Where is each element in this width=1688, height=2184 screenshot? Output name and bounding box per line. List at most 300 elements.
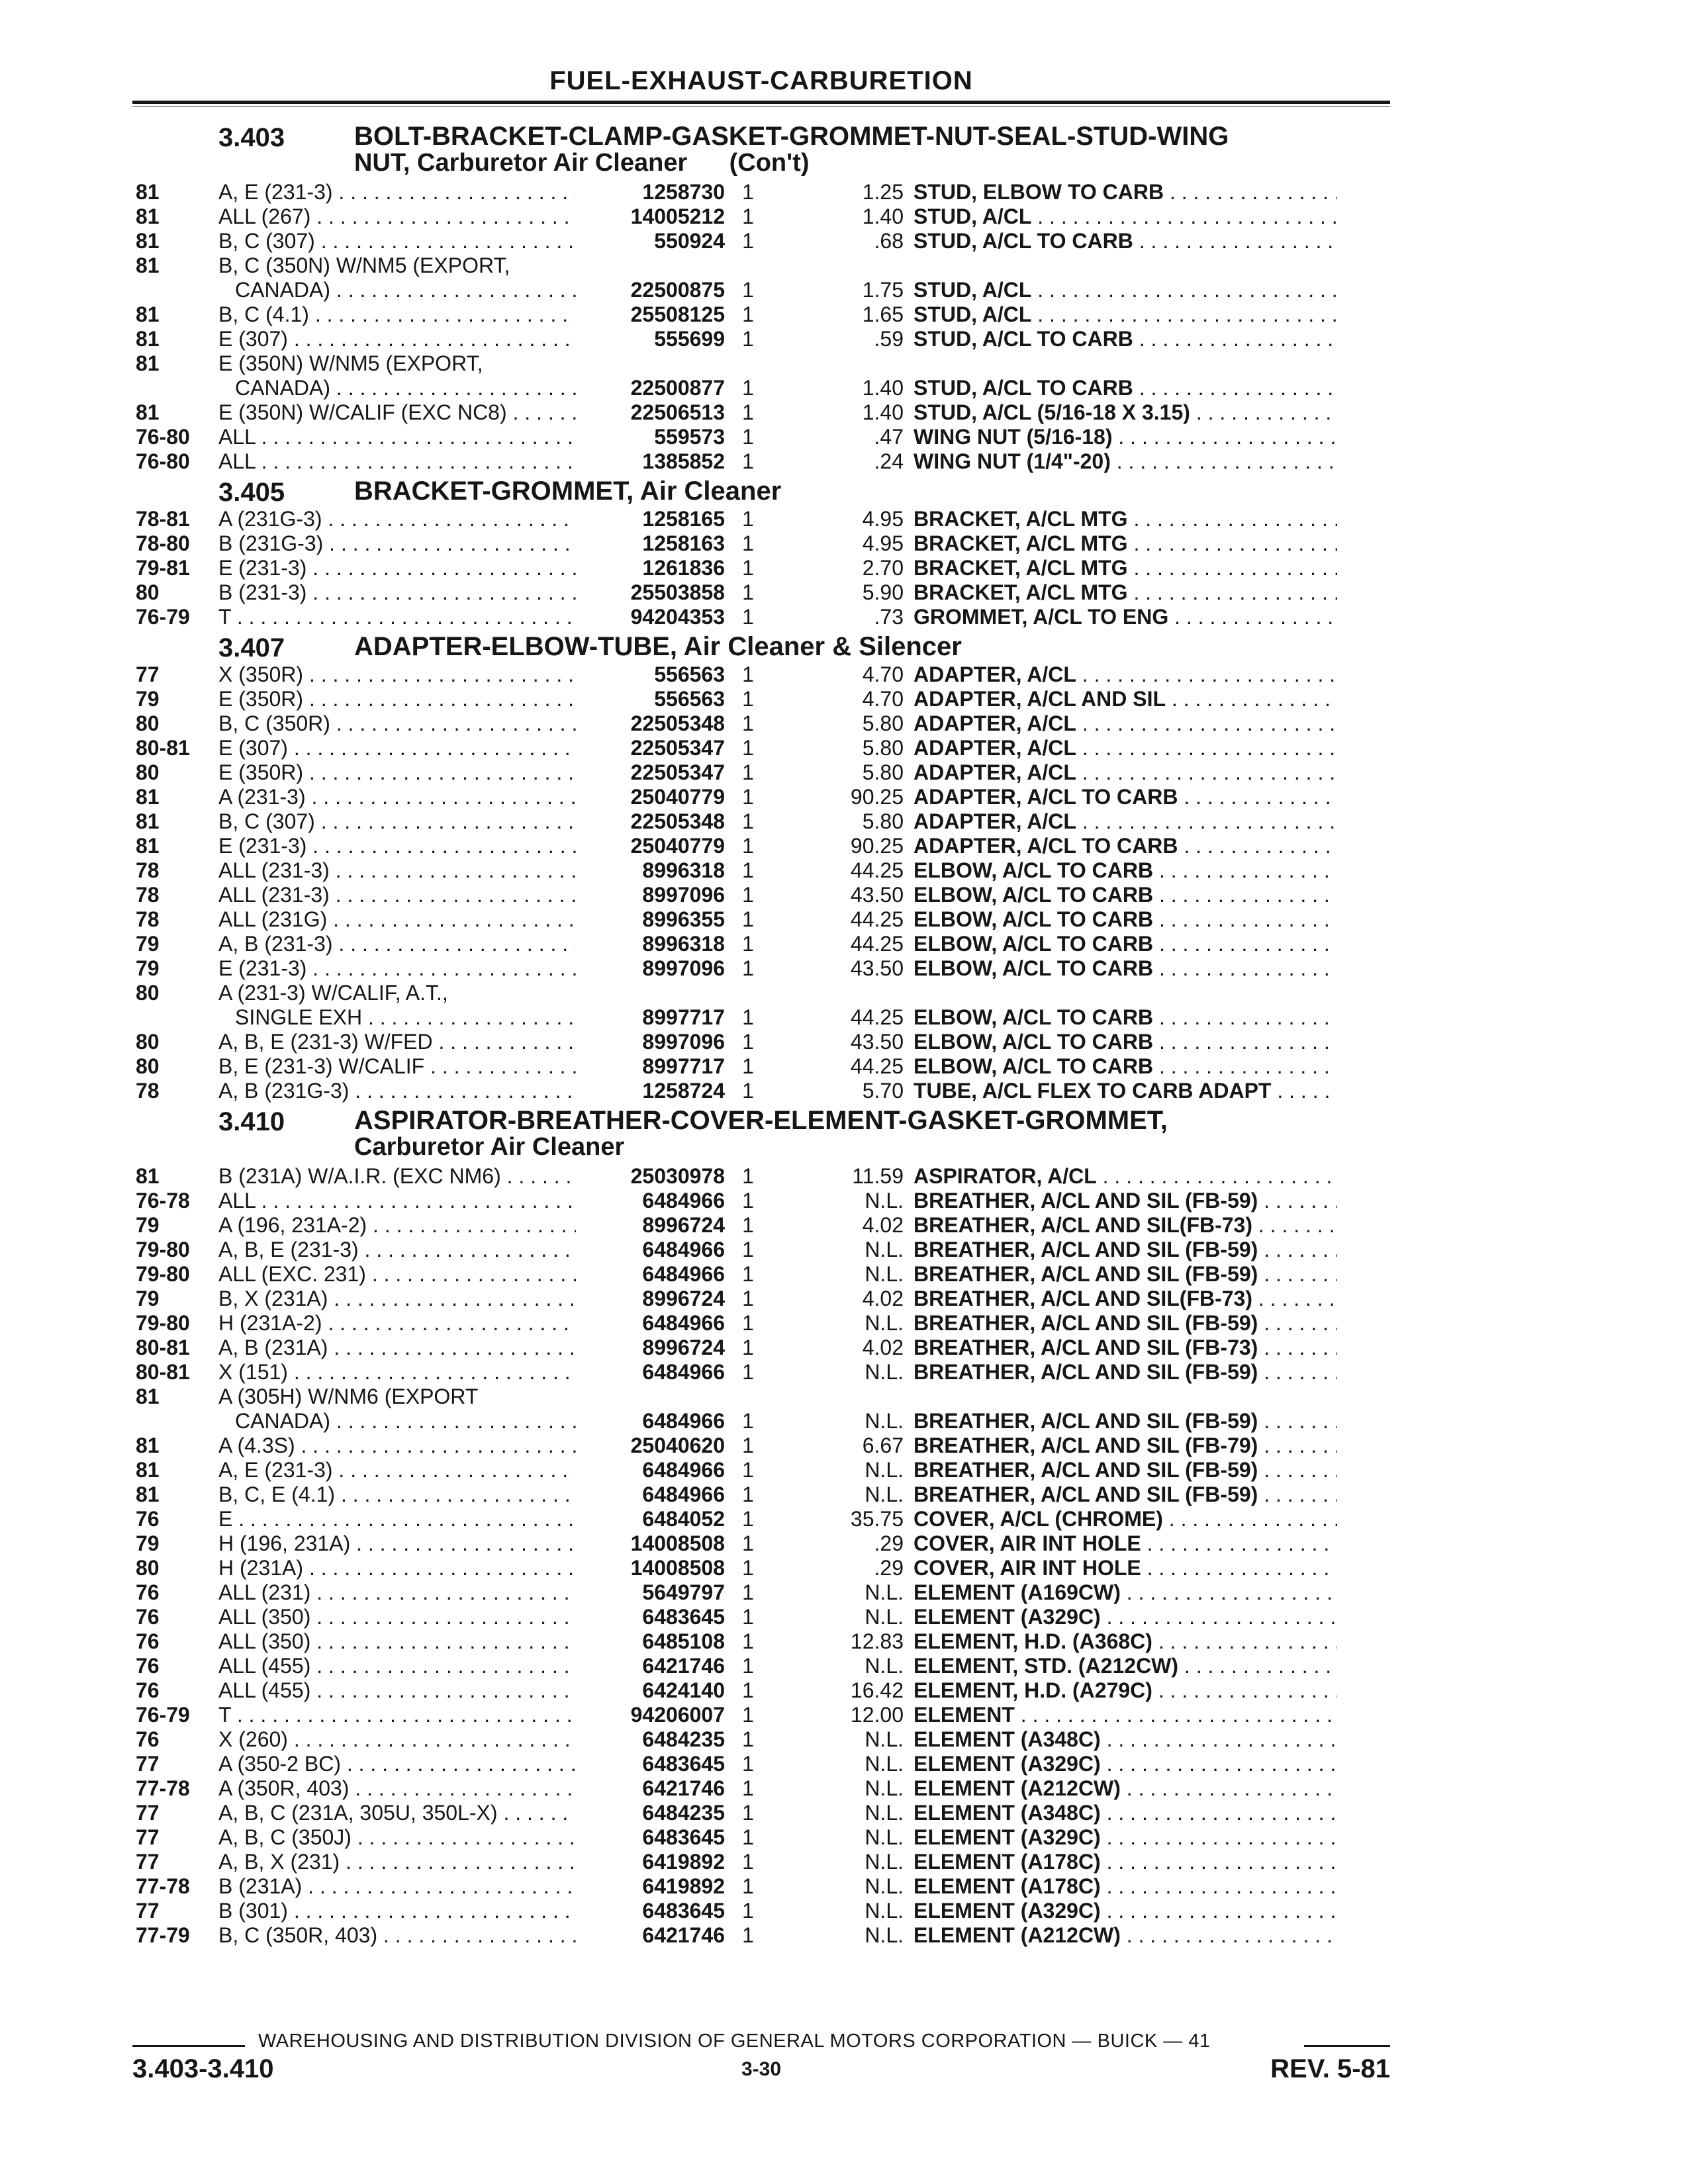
quantity-cell: 1: [742, 1654, 754, 1678]
part-number-cell: 94204353: [630, 605, 725, 629]
year-cell: 81: [136, 809, 160, 833]
application-cell: T . . .: [218, 605, 576, 629]
description-cell: STUD, A/CL . . .: [914, 278, 1337, 302]
application-cell: A (350-2 BC) . . .: [218, 1752, 576, 1776]
quantity-cell: 1: [742, 605, 754, 629]
part-number-cell: 6485108: [642, 1629, 725, 1653]
year-cell: 80-81: [136, 1336, 190, 1359]
part-number-cell: 25503858: [630, 580, 725, 604]
section-title: ADAPTER-ELBOW-TUBE, Air Cleaner & Silencer: [354, 632, 962, 661]
table-row: [136, 1654, 1397, 1678]
description-cell: ELBOW, A/CL TO CARB . . .: [914, 1054, 1337, 1079]
year-cell: 80-81: [136, 736, 190, 760]
description-cell: BREATHER, A/CL AND SIL(FB-73) . . .: [914, 1287, 1337, 1311]
year-cell: 81: [136, 1385, 160, 1408]
year-cell: 77-78: [136, 1776, 190, 1800]
quantity-cell: 1: [742, 1923, 754, 1947]
application-cell: H (196, 231A) . . .: [218, 1531, 576, 1556]
price-cell: 5.80: [862, 736, 904, 760]
part-number-cell: 6484966: [642, 1311, 725, 1335]
description-cell: ELEMENT, H.D. (A368C) . . .: [914, 1629, 1337, 1654]
description-cell: ELEMENT (A212CW) . . .: [914, 1776, 1337, 1801]
application-cell-continued: CANADA) . . .: [235, 278, 576, 302]
table-row: [136, 1850, 1397, 1874]
price-cell: 12.00: [850, 1703, 904, 1727]
quantity-cell: 1: [742, 1874, 754, 1898]
year-cell: 80: [136, 1556, 160, 1580]
description-cell: STUD, ELBOW TO CARB . . .: [914, 180, 1337, 205]
part-number-cell: 6484966: [642, 1360, 725, 1384]
part-number-cell: 25030978: [630, 1164, 725, 1188]
application-cell: A, B, C (231A, 305U, 350L-X) . . .: [218, 1801, 576, 1825]
table-row: [136, 205, 1397, 229]
application-cell: E (350R) . . .: [218, 687, 576, 711]
application-cell: B (231A) . . .: [218, 1874, 576, 1899]
quantity-cell: 1: [742, 956, 754, 980]
description-cell: ELEMENT (A329C) . . .: [914, 1752, 1337, 1776]
year-cell: 81: [136, 400, 160, 424]
year-cell: 76-80: [136, 425, 190, 449]
price-cell: N.L.: [865, 1238, 904, 1261]
application-cell: ALL (350) . . .: [218, 1629, 576, 1654]
application-cell: E (350R) . . .: [218, 760, 576, 785]
quantity-cell: 1: [742, 1213, 754, 1237]
quantity-cell: 1: [742, 278, 754, 302]
application-cell: H (231A-2) . . .: [218, 1311, 576, 1336]
application-cell: B, C (4.1) . . .: [218, 302, 576, 327]
quantity-cell: 1: [742, 687, 754, 711]
description-cell: ELBOW, A/CL TO CARB . . .: [914, 883, 1337, 907]
quantity-cell: 1: [742, 1030, 754, 1054]
year-cell: 76: [136, 1654, 160, 1678]
application-cell: X (350R) . . .: [218, 662, 576, 687]
quantity-cell: 1: [742, 1727, 754, 1751]
year-cell: 76: [136, 1605, 160, 1629]
section-heading: [136, 629, 1397, 662]
table-row: [136, 400, 1397, 425]
price-cell: N.L.: [865, 1482, 904, 1506]
table-row: [136, 858, 1397, 883]
description-cell: GROMMET, A/CL TO ENG . . .: [914, 605, 1337, 629]
price-cell: 90.25: [850, 785, 904, 809]
quantity-cell: 1: [742, 834, 754, 858]
part-number-cell: 22506513: [630, 400, 725, 424]
description-cell: COVER, AIR INT HOLE . . .: [914, 1531, 1337, 1556]
description-cell: WING NUT (1/4"-20) . . .: [914, 449, 1337, 474]
section-number: 3.410: [218, 1107, 285, 1136]
part-number-cell: 14008508: [630, 1556, 725, 1580]
price-cell: 4.95: [862, 531, 904, 555]
description-cell: ELEMENT, STD. (A212CW) . . .: [914, 1654, 1337, 1678]
year-cell: 81: [136, 302, 160, 326]
price-cell: 1.65: [862, 302, 904, 326]
application-cell: B, C (350N) W/NM5 (EXPORT,: [218, 253, 510, 277]
part-number-cell: 8996724: [642, 1213, 725, 1237]
application-cell: A, B, E (231-3) W/FED . . .: [218, 1030, 576, 1054]
description-cell: ELBOW, A/CL TO CARB . . .: [914, 907, 1337, 932]
table-row: [136, 507, 1397, 531]
part-number-cell: 22500875: [630, 278, 725, 302]
footer-page-number: 3-30: [741, 2058, 782, 2080]
price-cell: 4.95: [862, 507, 904, 531]
table-row: [136, 1336, 1397, 1360]
quantity-cell: 1: [742, 907, 754, 931]
part-number-cell: 6484966: [642, 1409, 725, 1433]
table-row: [136, 1030, 1397, 1054]
price-cell: 4.70: [862, 687, 904, 711]
quantity-cell: 1: [742, 507, 754, 531]
quantity-cell: 1: [742, 1287, 754, 1310]
year-cell: 81: [136, 253, 160, 277]
quantity-cell: 1: [742, 785, 754, 809]
quantity-cell: 1: [742, 1189, 754, 1212]
part-number-cell: 1385852: [642, 449, 725, 473]
application-cell: A (350R, 403) . . .: [218, 1776, 576, 1801]
quantity-cell: 1: [742, 1801, 754, 1825]
year-cell: 81: [136, 1164, 160, 1188]
description-cell: ADAPTER, A/CL TO CARB . . .: [914, 785, 1337, 809]
application-cell: A, E (231-3) . . .: [218, 180, 576, 205]
part-number-cell: 8996724: [642, 1336, 725, 1359]
price-cell: 4.02: [862, 1287, 904, 1310]
part-number-cell: 8996318: [642, 932, 725, 956]
quantity-cell: 1: [742, 327, 754, 351]
quantity-cell: 1: [742, 883, 754, 907]
quantity-cell: 1: [742, 1164, 754, 1188]
part-number-cell: 550924: [654, 229, 725, 253]
description-cell: ELEMENT . . .: [914, 1703, 1337, 1727]
table-row: [136, 1801, 1397, 1825]
year-cell: 77-79: [136, 1923, 190, 1947]
part-number-cell: 6419892: [642, 1874, 725, 1898]
part-number-cell: 556563: [654, 687, 725, 711]
price-cell: .59: [874, 327, 904, 351]
quantity-cell: 1: [742, 1776, 754, 1800]
table-row: [136, 1433, 1397, 1458]
part-number-cell: 8997096: [642, 1030, 725, 1054]
table-row: [136, 1703, 1397, 1727]
part-number-cell: 8997096: [642, 883, 725, 907]
description-cell: BRACKET, A/CL MTG . . .: [914, 580, 1337, 605]
year-cell: 81: [136, 1433, 160, 1457]
table-row: [136, 932, 1397, 956]
price-cell: N.L.: [865, 1776, 904, 1800]
section-number: 3.405: [218, 478, 285, 507]
table-row: [136, 1752, 1397, 1776]
price-cell: N.L.: [865, 1189, 904, 1212]
description-cell: ELBOW, A/CL TO CARB . . .: [914, 932, 1337, 956]
price-cell: N.L.: [865, 1580, 904, 1604]
description-cell: ELEMENT (A178C) . . .: [914, 1874, 1337, 1899]
part-number-cell: 556563: [654, 662, 725, 686]
quantity-cell: 1: [742, 1482, 754, 1506]
part-number-cell: 6484235: [642, 1727, 725, 1751]
description-cell: STUD, A/CL . . .: [914, 302, 1337, 327]
quantity-cell: 1: [742, 205, 754, 228]
part-number-cell: 1258165: [642, 507, 725, 531]
application-cell: E (350N) W/NM5 (EXPORT,: [218, 351, 483, 375]
quantity-cell: 1: [742, 449, 754, 473]
description-cell: BREATHER, A/CL AND SIL(FB-73) . . .: [914, 1213, 1337, 1238]
table-row: [136, 907, 1397, 932]
price-cell: .29: [874, 1556, 904, 1580]
quantity-cell: 1: [742, 1409, 754, 1433]
year-cell: 77: [136, 662, 160, 686]
header-rule: [132, 101, 1390, 104]
application-cell: E (231-3) . . .: [218, 956, 576, 981]
table-row: [136, 1556, 1397, 1580]
description-cell: ELEMENT (A212CW) . . .: [914, 1923, 1337, 1948]
year-cell: 81: [136, 1482, 160, 1506]
year-cell: 76: [136, 1727, 160, 1751]
application-cell: X (151) . . .: [218, 1360, 576, 1385]
year-cell: 76: [136, 1678, 160, 1702]
application-cell: ALL (350) . . .: [218, 1605, 576, 1629]
price-cell: 90.25: [850, 834, 904, 858]
application-cell: B (231A) W/A.I.R. (EXC NM6) . . .: [218, 1164, 576, 1189]
part-number-cell: 14005212: [630, 205, 725, 228]
page-header: [132, 66, 1390, 106]
page-title: FUEL-EXHAUST-CARBURETION: [549, 66, 973, 95]
section-heading: [136, 119, 1397, 180]
price-cell: 35.75: [850, 1507, 904, 1531]
header-rule-thin: [132, 106, 1390, 107]
quantity-cell: 1: [742, 556, 754, 580]
description-cell: ADAPTER, A/CL . . .: [914, 662, 1337, 687]
year-cell: 79: [136, 1213, 160, 1237]
application-cell: A (231-3) W/CALIF, A.T.,: [218, 981, 448, 1005]
part-number-cell: 22505347: [630, 736, 725, 760]
quantity-cell: 1: [742, 1629, 754, 1653]
description-cell: BREATHER, A/CL AND SIL (FB-59) . . .: [914, 1409, 1337, 1433]
table-row: [136, 327, 1397, 351]
part-number-cell: 6484052: [642, 1507, 725, 1531]
description-cell: ELEMENT, H.D. (A279C) . . .: [914, 1678, 1337, 1703]
year-cell: 79: [136, 1287, 160, 1310]
part-number-cell: 1261836: [642, 556, 725, 580]
description-cell: ADAPTER, A/CL AND SIL . . .: [914, 687, 1337, 711]
year-cell: 76: [136, 1580, 160, 1604]
year-cell: 80-81: [136, 1360, 190, 1384]
part-number-cell: 6483645: [642, 1899, 725, 1923]
quantity-cell: 1: [742, 1850, 754, 1874]
year-cell: 80: [136, 1030, 160, 1054]
quantity-cell: 1: [742, 760, 754, 784]
quantity-cell: 1: [742, 1238, 754, 1261]
quantity-cell: 1: [742, 736, 754, 760]
price-cell: 5.90: [862, 580, 904, 604]
quantity-cell: 1: [742, 1433, 754, 1457]
price-cell: 6.67: [862, 1433, 904, 1457]
price-cell: N.L.: [865, 1654, 904, 1678]
footer-text: WAREHOUSING AND DISTRIBUTION DIVISION OF GENERAL MOTORS CORPORATION — BUICK — 41: [258, 2030, 1211, 2052]
table-row: [136, 302, 1397, 327]
table-row: [136, 1899, 1397, 1923]
table-row: [136, 1079, 1397, 1103]
price-cell: 1.40: [862, 205, 904, 228]
description-cell: ELEMENT (A329C) . . .: [914, 1605, 1337, 1629]
year-cell: 80: [136, 580, 160, 604]
part-number-cell: 25508125: [630, 302, 725, 326]
part-number-cell: 6483645: [642, 1825, 725, 1849]
description-cell: ADAPTER, A/CL TO CARB . . .: [914, 834, 1337, 858]
application-cell: A, B, E (231-3) . . .: [218, 1238, 576, 1262]
application-cell-continued: CANADA) . . .: [235, 376, 576, 400]
part-number-cell: 6419892: [642, 1850, 725, 1874]
part-number-cell: 22500877: [630, 376, 725, 400]
table-row: [136, 1262, 1397, 1287]
table-row: [136, 809, 1397, 834]
price-cell: N.L.: [865, 1874, 904, 1898]
year-cell: 77: [136, 1825, 160, 1849]
description-cell: BRACKET, A/CL MTG . . .: [914, 531, 1337, 556]
application-cell: B, C, E (4.1) . . .: [218, 1482, 576, 1507]
price-cell: 11.59: [852, 1164, 904, 1188]
section-heading: [136, 1103, 1397, 1164]
table-row: [136, 1727, 1397, 1752]
application-cell: B, C (307) . . .: [218, 809, 576, 834]
price-cell: .68: [874, 229, 904, 253]
application-cell: A (305H) W/NM6 (EXPORT: [218, 1385, 479, 1408]
application-cell: B, C (350R, 403) . . .: [218, 1923, 576, 1948]
part-number-cell: 6424140: [642, 1678, 725, 1702]
price-cell: 1.40: [862, 400, 904, 424]
quantity-cell: 1: [742, 1703, 754, 1727]
part-number-cell: 6484966: [642, 1189, 725, 1212]
price-cell: .24: [874, 449, 904, 473]
price-cell: 1.40: [862, 376, 904, 400]
application-cell: ALL (231) . . .: [218, 1580, 576, 1605]
year-cell: 76-80: [136, 449, 190, 473]
table-row: [136, 736, 1397, 760]
table-row: [136, 1531, 1397, 1556]
part-number-cell: 8996724: [642, 1287, 725, 1310]
part-number-cell: 6484966: [642, 1482, 725, 1506]
part-number-cell: 6483645: [642, 1752, 725, 1776]
year-cell: 80: [136, 711, 160, 735]
table-row: [136, 1776, 1397, 1801]
part-number-cell: 25040620: [630, 1433, 725, 1457]
description-cell: ELBOW, A/CL TO CARB . . .: [914, 858, 1337, 883]
section-subtitle: Carburetor Air Cleaner: [354, 1133, 625, 1161]
part-number-cell: 8996355: [642, 907, 725, 931]
description-cell: ELEMENT (A169CW) . . .: [914, 1580, 1337, 1605]
quantity-cell: 1: [742, 1507, 754, 1531]
year-cell: 81: [136, 327, 160, 351]
application-cell: E . . .: [218, 1507, 576, 1531]
quantity-cell: 1: [742, 1054, 754, 1078]
part-number-cell: 14008508: [630, 1531, 725, 1555]
footer-section-range: 3.403-3.410: [132, 2054, 274, 2083]
part-number-cell: 22505348: [630, 809, 725, 833]
table-row: [136, 556, 1397, 580]
table-row: [136, 1238, 1397, 1262]
part-number-cell: 6421746: [642, 1776, 725, 1800]
part-number-cell: 1258724: [642, 1079, 725, 1103]
quantity-cell: 1: [742, 1899, 754, 1923]
quantity-cell: 1: [742, 1580, 754, 1604]
table-row: [136, 662, 1397, 687]
year-cell: 78: [136, 883, 160, 907]
application-cell: ALL (455) . . .: [218, 1678, 576, 1703]
year-cell: 81: [136, 1458, 160, 1482]
application-cell: X (260) . . .: [218, 1727, 576, 1752]
quantity-cell: 1: [742, 1336, 754, 1359]
part-number-cell: 6484966: [642, 1262, 725, 1286]
price-cell: 44.25: [850, 932, 904, 956]
price-cell: 4.02: [862, 1213, 904, 1237]
part-number-cell: 5649797: [642, 1580, 725, 1604]
price-cell: N.L.: [865, 1458, 904, 1482]
footer-rule-left: [132, 2045, 245, 2047]
description-cell: ELEMENT (A329C) . . .: [914, 1825, 1337, 1850]
part-number-cell: 25040779: [630, 785, 725, 809]
table-row: [136, 1360, 1397, 1385]
description-cell: STUD, A/CL TO CARB . . .: [914, 327, 1337, 351]
description-cell: ADAPTER, A/CL . . .: [914, 736, 1337, 760]
price-cell: N.L.: [865, 1262, 904, 1286]
section-heading: [136, 474, 1397, 507]
quantity-cell: 1: [742, 400, 754, 424]
description-cell: ELEMENT (A329C) . . .: [914, 1899, 1337, 1923]
description-cell: ELBOW, A/CL TO CARB . . .: [914, 1030, 1337, 1054]
price-cell: 4.02: [862, 1336, 904, 1359]
year-cell: 76: [136, 1629, 160, 1653]
table-row: [136, 531, 1397, 556]
description-cell: BREATHER, A/CL AND SIL (FB-59) . . .: [914, 1458, 1337, 1482]
description-cell: BREATHER, A/CL AND SIL (FB-59) . . .: [914, 1311, 1337, 1336]
year-cell: 77-78: [136, 1874, 190, 1898]
table-row: [136, 425, 1397, 449]
description-cell: BREATHER, A/CL AND SIL (FB-59) . . .: [914, 1360, 1337, 1385]
year-cell: 79: [136, 956, 160, 980]
year-cell: 79-80: [136, 1311, 190, 1335]
application-cell: A (231-3) . . .: [218, 785, 576, 809]
footer-rule-right: [1304, 2045, 1390, 2047]
application-cell: ALL . . .: [218, 1189, 576, 1213]
year-cell: 78: [136, 858, 160, 882]
section-number: 3.403: [218, 123, 285, 152]
part-number-cell: 8997717: [642, 1054, 725, 1078]
part-number-cell: 8996318: [642, 858, 725, 882]
table-row: [136, 883, 1397, 907]
application-cell: E (231-3) . . .: [218, 834, 576, 858]
description-cell: BREATHER, A/CL AND SIL (FB-59) . . .: [914, 1189, 1337, 1213]
part-number-cell: 1258730: [642, 180, 725, 204]
table-row: [136, 253, 1397, 302]
year-cell: 81: [136, 834, 160, 858]
price-cell: .47: [874, 425, 904, 449]
price-cell: 2.70: [862, 556, 904, 580]
year-cell: 81: [136, 229, 160, 253]
part-number-cell: 6484966: [642, 1458, 725, 1482]
price-cell: 5.80: [862, 711, 904, 735]
footer-revision: REV. 5-81: [1270, 2054, 1390, 2083]
part-number-cell: 25040779: [630, 834, 725, 858]
description-cell: BREATHER, A/CL AND SIL (FB-59) . . .: [914, 1262, 1337, 1287]
description-cell: ELEMENT (A348C) . . .: [914, 1801, 1337, 1825]
price-cell: N.L.: [865, 1923, 904, 1947]
quantity-cell: 1: [742, 711, 754, 735]
description-cell: TUBE, A/CL FLEX TO CARB ADAPT . . .: [914, 1079, 1337, 1103]
price-cell: N.L.: [865, 1311, 904, 1335]
table-row: [136, 1385, 1397, 1433]
price-cell: N.L.: [865, 1752, 904, 1776]
part-number-cell: 559573: [654, 425, 725, 449]
quantity-cell: 1: [742, 376, 754, 400]
section-title: BOLT-BRACKET-CLAMP-GASKET-GROMMET-NUT-SEAL-STUD-WING: [354, 122, 1229, 151]
table-row: [136, 1189, 1397, 1213]
